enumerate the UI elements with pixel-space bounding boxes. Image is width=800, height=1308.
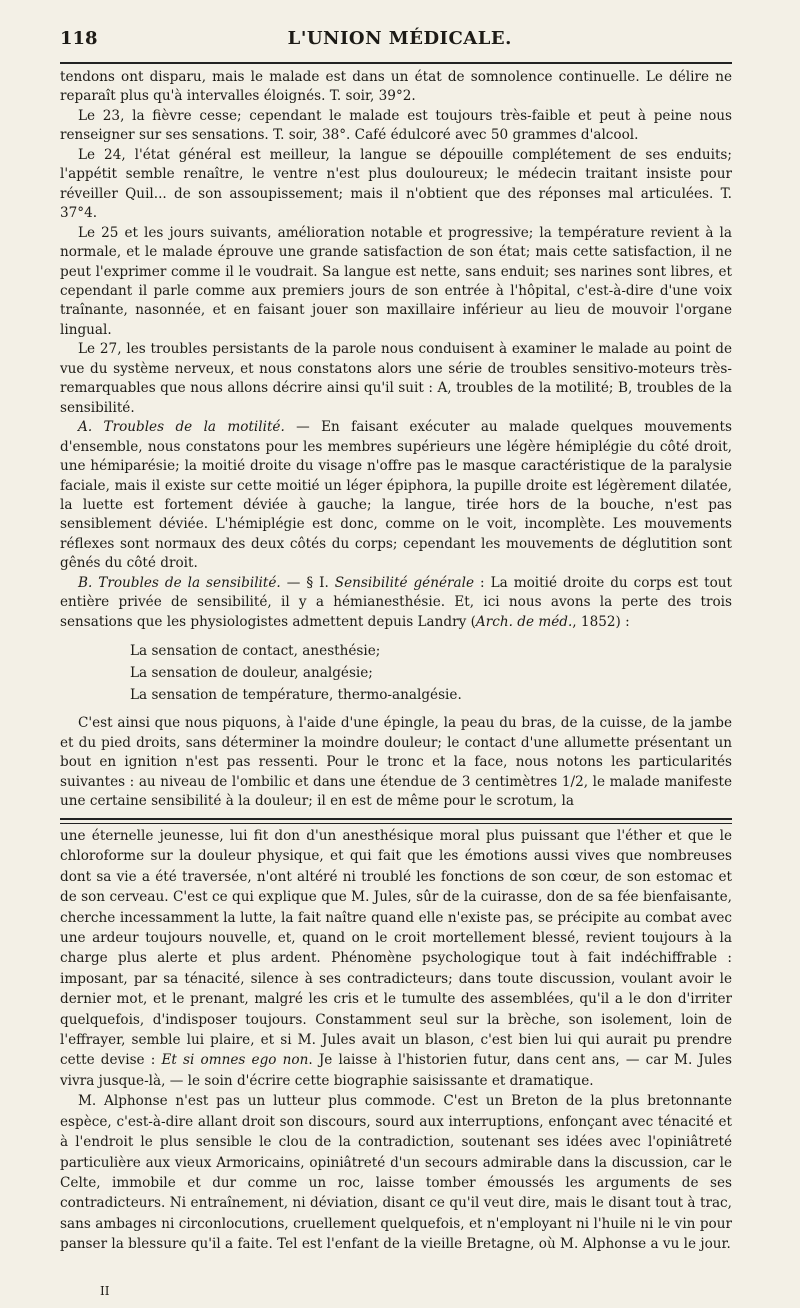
header-rule — [60, 62, 732, 64]
feuilleton — [60, 826, 732, 1255]
list-item: La sensation de douleur, analgésie; — [130, 665, 373, 682]
motto: Et si omnes ego non — [161, 1052, 309, 1069]
feuilleton-separator — [60, 818, 732, 824]
section-heading: A. Troubles de la motilité. — [78, 419, 285, 436]
list-item: La sensation de température, thermo-analgésie. — [130, 687, 462, 704]
paragraph: C'est ainsi que nous piquons, à l'aide d'une épingle, la peau du bras, de la cuisse, de la jambe et du pied droits, sans déterminer la moindre douleur; le contact d'une allumette présentant un bout en ignition n'est pas ressenti. Pour le tronc et la face, nous notons les particularités suivantes : au niveau de l'ombilic et dans une étendue de 3 centimètres 1/2, le malade manifeste une certaine sensibilité à la douleur; il en est de même pour le scrotum, la — [60, 715, 732, 809]
section-heading: B. Troubles de la sensibilité. — [78, 574, 281, 591]
page — [60, 28, 732, 811]
paragraph-sensibility — [60, 574, 732, 632]
paragraph-text: : La moitié droite du corps est tout entière privée de sensibilité, il y a hémianesthésie. Et, ici nous avons la perte des trois sensations que les physiologistes admettent depuis Landry ( — [60, 574, 732, 630]
list-item: La sensation de contact, anesthésie; — [130, 643, 381, 660]
paragraph: Le 27, les troubles persistants de la parole nous conduisent à examiner le malade au point de vue du système nerveux, et nous constatons alors une série de troubles sensitivo-moteurs très-remarquables que nous allons décrire ainsi qu'il suit : A, troubles de la motilité; B, troubles de la sensibilité. — [60, 341, 732, 416]
page-header — [60, 28, 732, 58]
running-title: L'UNION MÉDICALE. — [287, 28, 512, 49]
paragraph: Le 24, l'état général est meilleur, la langue se dépouille complétement de ses enduits; l'appétit semble renaître, le ventre n'est plus douloureux; le médecin traitant insiste pour réveiller Quil... de son assoupissement; mais il n'obtient que des réponses mal articulées. T. 37°4. — [60, 146, 732, 222]
paragraph-text: . Je laisse à l'historien futur, dans cent ans, — car M. Jules vivra jusque-là, — le soin d'écrire cette biographie saisissante et dramatique. — [60, 1052, 733, 1089]
paragraph-text: , 1852) : — [572, 613, 630, 630]
paragraph: tendons ont disparu, mais le malade est dans un état de somnolence continuelle. Le délire ne reparaît plus qu'à intervalles éloignés. T. soir, 39°2. — [60, 69, 732, 105]
page-number: 118 — [60, 28, 98, 49]
paragraph-motility — [60, 418, 732, 574]
paragraph-text: — En faisant exécuter au malade quelques mouvements d'ensemble, nous constatons pour les membres supérieurs une légère hémiplégie du côté droit, une hémiparésie; la moitié droite du visage n'offre pas le masque caractéristique de la paralysie faciale, mais il existe sur cette moitié un léger épiphora, la pupille droite est légèrement dilatée, la luette est fortement déviée à gauche; la langue, tirée hors de la bouche, n'est pas sensiblement déviée. L'hémiplégie est donc, comme on le voit, incomplète. Les mouvements réflexes sont normaux des deux côtés du corps; cependant les mouvements de déglutition sont gênés du côté droit. — [60, 419, 732, 572]
subsection-heading: Sensibilité générale — [334, 574, 475, 591]
paragraph: Le 25 et les jours suivants, amélioration notable et progressive; la température revient à la normale, et le malade éprouve une grande satisfaction de son état; mais cette satisfaction, il ne peut l'exprimer comme il le voudrait. Sa langue est nette, sans enduit; ses narines sont libres, et cependant il parle comme aux premiers jours de son entrée à l'hôpital, c'est-à-dire d'une voix traînante, nasonnée, et en faisant jouer son maxillaire inférieur au lieu de mouvoir l'organe lingual. — [60, 224, 732, 338]
citation: Arch. de méd. — [475, 613, 573, 630]
paragraph-text: — § I. — [280, 574, 335, 591]
feuilleton-paragraph: M. Alphonse n'est pas un lutteur plus commode. C'est un Breton de la plus bretonnante espèce, c'est-à-dire allant droit son discours, sourd aux interruptions, enfonçant avec ténacité et à l'endroit le plus sensible le clou de la contradiction, soutenant ses idées avec l'opiniâtreté particulière aux vieux Armoricains, opiniâtreté d'un secours admirable dans la discussion, car le Celte, immobile et dur comme un roc, laisse tomber émoussés les arguments de ses contradicteurs. Ni entraînement, ni déviation, disant ce qu'il veut dire, mais le disant tout à trac, sans ambages ni circonlocutions, cruellement quelquefois, et n'employant ni l'huile ni le vin pour panser la blessure qu'il a faite. Tel est l'enfant de la vieille Bretagne, où M. Alphonse a vu le jour. — [60, 1093, 732, 1253]
article-body — [60, 68, 732, 811]
paragraph: Le 23, la fièvre cesse; cependant le malade est toujours très-faible et peut à peine nous renseigner sur ses sensations. T. soir, 38°. Café édulcoré avec 50 grammes d'alcool. — [60, 107, 732, 144]
sensation-list — [130, 640, 732, 706]
signature-mark: II — [100, 1284, 110, 1298]
paragraph-text: une éternelle jeunesse, lui fit don d'un anesthésique moral plus puissant que l'éther et que le chloroforme sur la douleur physique, et qui fait que les émotions aussi vives que nombreuses dont sa vie a été traversée, n'ont altéré ni troublé les fonctions de son cœur, de son estomac et de son cerveau. C'est ce qui explique que M. Jules, sûr de la cuirasse, don de sa fée bienfaisante, cherche incessamment la lutte, la fait naître quand elle n'existe pas, se précipite au combat avec une ardeur toujours nouvelle, et, quand on le croit mortellement blessé, revient toujours à la charge plus alerte et plus ardent. Phénomène psychologique tout à fait indéchiffrable : imposant, par sa ténacité, silence à ses contradicteurs; dans toute discussion, voulant avoir le dernier mot, et le prenant, malgré les cris et le tumulte des assemblées, qu'il a le don d'irriter quelquefois, d'indisposer toujours. Constamment seul sur la brèche, son isolement, loin de l'effrayer, semble lui plaire, et si M. Jules avait un blason, c'est bien lui qui aurait pu prendre cette devise : — [60, 828, 732, 1069]
feuilleton-paragraph — [60, 826, 732, 1091]
